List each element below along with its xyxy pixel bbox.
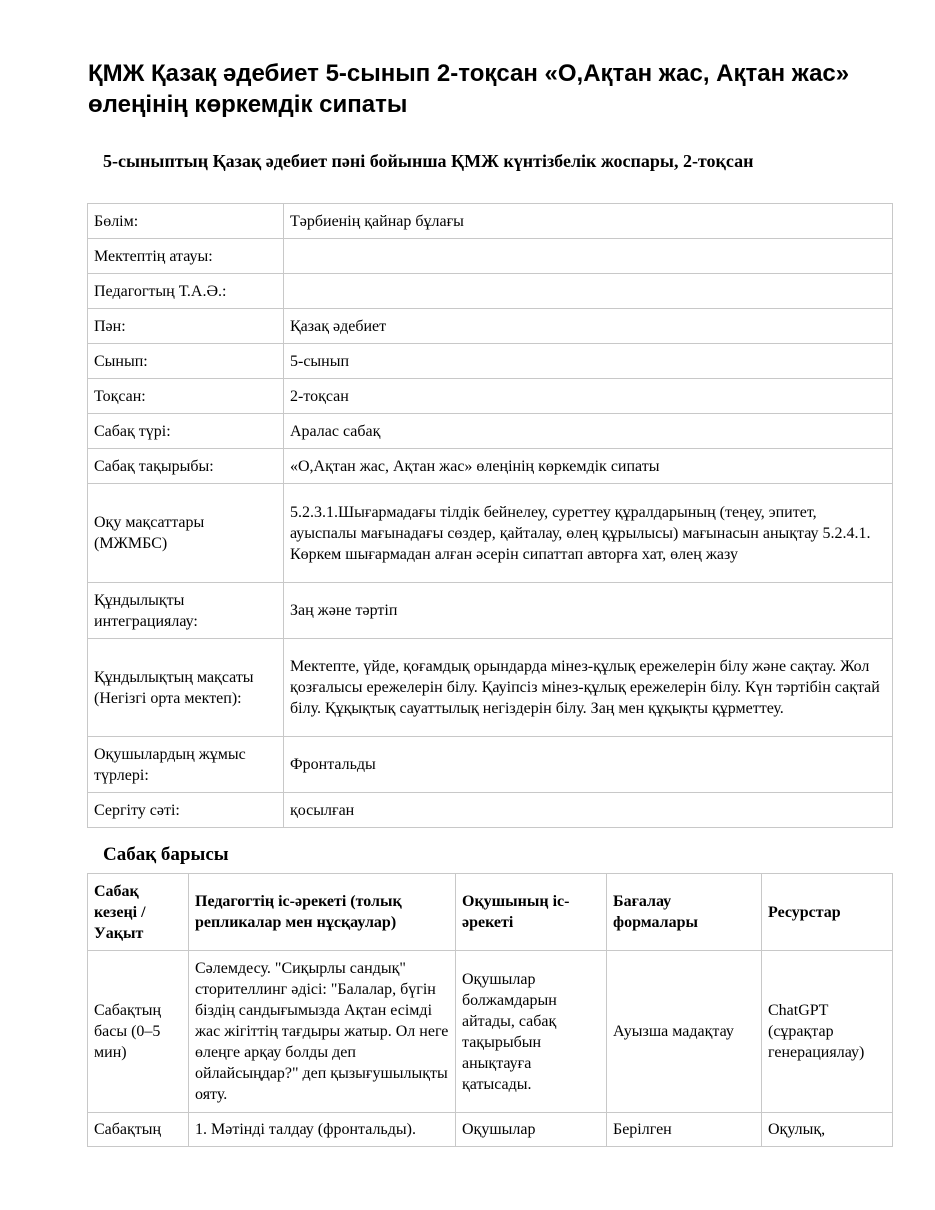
table-row xyxy=(88,379,893,414)
row-value: Аралас сабақ xyxy=(284,414,893,449)
table-row xyxy=(88,583,893,639)
table-row xyxy=(88,951,893,1113)
table-row xyxy=(88,414,893,449)
cell-student: Оқушылар xyxy=(456,1113,607,1147)
row-label: Сабақ тақырыбы: xyxy=(88,449,284,484)
header-stage: Сабақ кезеңі / Уақыт xyxy=(88,874,189,951)
table-row xyxy=(88,737,893,793)
header-assessment: Бағалау формалары xyxy=(607,874,762,951)
table-row xyxy=(88,449,893,484)
cell-stage: Сабақтың xyxy=(88,1113,189,1147)
row-value: Тәрбиенің қайнар бұлағы xyxy=(284,204,893,239)
table-row xyxy=(88,793,893,828)
row-label: Сергіту сәті: xyxy=(88,793,284,828)
row-label: Бөлім: xyxy=(88,204,284,239)
cell-resources: Оқулық, xyxy=(762,1113,893,1147)
row-label: Тоқсан: xyxy=(88,379,284,414)
info-table xyxy=(87,203,893,828)
table-row xyxy=(88,484,893,583)
cell-teacher: Сәлемдесу. "Сиқырлы сандық" сторителлинг әдісі: "Балалар, бүгін біздің сандығымызда Ақтан есімді жас жігіттің тағдыры жатыр. Ол неге өлеңге арқау болды деп ойлайсыңдар?" деп қызығушылықты ояту. xyxy=(189,951,456,1113)
row-label: Мектептің атауы: xyxy=(88,239,284,274)
row-value: 5-сынып xyxy=(284,344,893,379)
lesson-section-title: Сабақ барысы xyxy=(103,844,229,865)
row-value: 5.2.3.1.Шығармадағы тілдік бейнелеу, суреттеу құралдарының (теңеу, эпитет, ауыспалы мағынадағы сөздер, қайталау, өлең құрылысы) мағынасын анықтау 5.2.4.1. Көркем шығармадан алған әсерін сипаттап авторға хат, өлең жазу xyxy=(284,484,893,583)
cell-assessment: Ауызша мадақтау xyxy=(607,951,762,1113)
row-value: «О,Ақтан жас, Ақтан жас» өлеңінің көркемдік сипаты xyxy=(284,449,893,484)
document-subtitle: 5-сыныптың Қазақ әдебиет пәні бойынша ҚМЖ күнтізбелік жоспары, 2-тоқсан xyxy=(103,151,754,171)
row-value: Фронтальды xyxy=(284,737,893,793)
cell-teacher: 1. Мәтінді талдау (фронтальды). xyxy=(189,1113,456,1147)
table-row xyxy=(88,239,893,274)
table-row xyxy=(88,309,893,344)
row-value: Заң және тәртіп xyxy=(284,583,893,639)
row-value xyxy=(284,239,893,274)
header-student: Оқушының іс-әрекеті xyxy=(456,874,607,951)
row-value: Қазақ әдебиет xyxy=(284,309,893,344)
table-row xyxy=(88,639,893,737)
cell-assessment: Берілген xyxy=(607,1113,762,1147)
table-header-row xyxy=(88,874,893,951)
row-value: 2-тоқсан xyxy=(284,379,893,414)
table-row xyxy=(88,204,893,239)
row-label: Оқу мақсаттары (МЖМБС) xyxy=(88,484,284,583)
row-label: Педагогтың Т.А.Ә.: xyxy=(88,274,284,309)
table-row xyxy=(88,274,893,309)
row-label: Сабақ түрі: xyxy=(88,414,284,449)
row-label: Сынып: xyxy=(88,344,284,379)
row-label: Пән: xyxy=(88,309,284,344)
cell-student: Оқушылар болжамдарын айтады, сабақ тақырыбын анықтауға қатысады. xyxy=(456,951,607,1113)
table-row xyxy=(88,344,893,379)
header-resources: Ресурстар xyxy=(762,874,893,951)
row-label: Оқушылардың жұмыс түрлері: xyxy=(88,737,284,793)
table-row xyxy=(88,1113,893,1147)
row-label: Құндылықты интеграциялау: xyxy=(88,583,284,639)
lesson-table xyxy=(87,873,893,1147)
cell-resources: ChatGPT (сұрақтар генерациялау) xyxy=(762,951,893,1113)
row-value xyxy=(284,274,893,309)
row-value: Мектепте, үйде, қоғамдық орындарда мінез-құлық ережелерін білу және сақтау. Жол қозғалысы ережелерін білу. Қауіпсіз мінез-құлық ережелерін білу. Күн тәртібін сақтай білу. Құқықтық сауаттылық негіздерін білу. Заң мен құқықты құрметтеу. xyxy=(284,639,893,737)
header-teacher: Педагогтің іс-әрекеті (толық репликалар мен нұсқаулар) xyxy=(189,874,456,951)
document-title: ҚМЖ Қазақ әдебиет 5-сынып 2-тоқсан «О,Ақтан жас, Ақтан жас» өлеңінің көркемдік сипаты xyxy=(88,60,850,118)
row-value: қосылған xyxy=(284,793,893,828)
cell-stage: Сабақтың басы (0–5 мин) xyxy=(88,951,189,1113)
row-label: Құндылықтың мақсаты (Негізгі орта мектеп): xyxy=(88,639,284,737)
